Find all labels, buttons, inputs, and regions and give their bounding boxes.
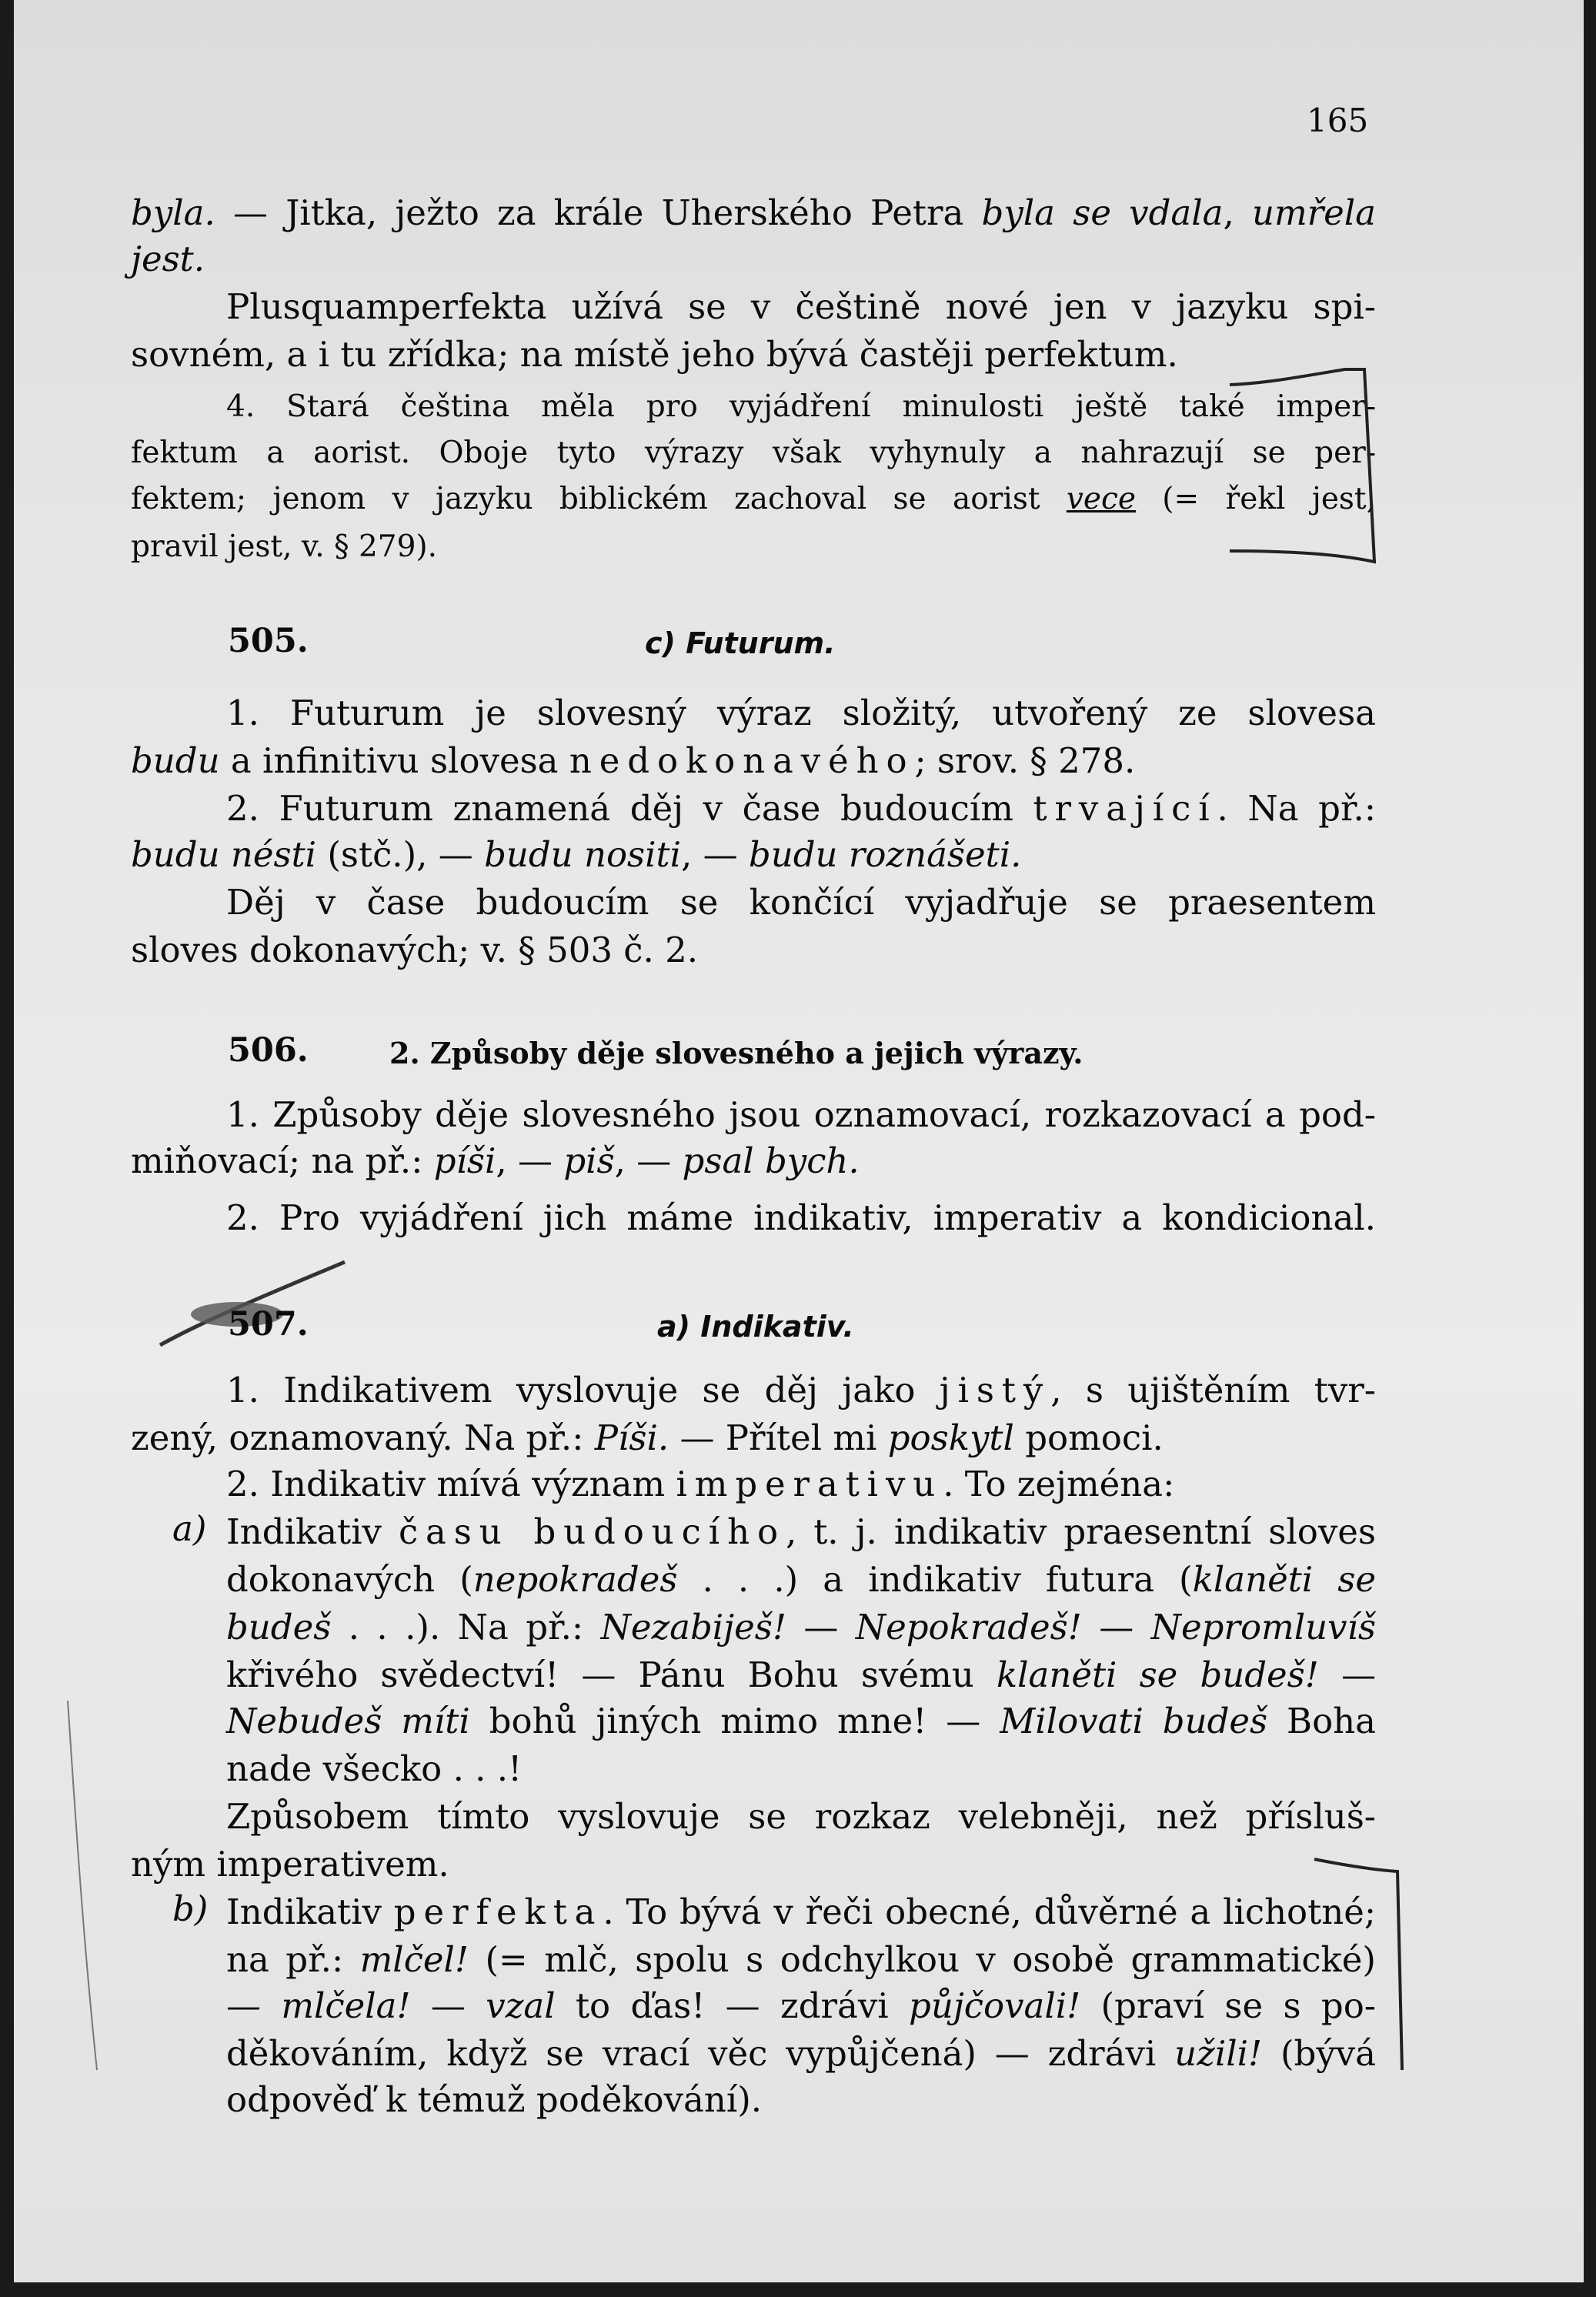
item-a-line-6: nade všecko . . .! [226, 1748, 523, 1789]
p2-line-1: 4. Stará čeština měla pro vyjádření minulosti ještě také imper- [226, 389, 1376, 424]
s505-line-5: Děj v čase budoucím se končící vyjadřuje se praesentem [226, 882, 1376, 923]
s505-line-6: sloves dokonavých; v. § 503 č. 2. [131, 930, 699, 970]
p1-line-4: sovném, a i tu zřídka; na místě jeho bývá častěji perfektum. [131, 334, 1178, 375]
s507-line-1: 1. Indikativem vyslovuje se děj jako jistý, s ujištěním tvr- [226, 1370, 1376, 1411]
s506-line-1: 1. Způsoby děje slovesného jsou oznamovací, rozkazovací a pod- [226, 1094, 1376, 1135]
item-a-line-2: dokonavých (nepokradeš . . .) a indikativ futura (klaněti se [226, 1559, 1376, 1600]
section-507-heading: a) Indikativ. [657, 1310, 854, 1344]
s505-line-4: budu nésti (stč.), — budu nositi, — budu roznášeti. [131, 834, 1022, 875]
p2-line-2: fektum a aorist. Oboje tyto výrazy však vyhynuly a nahrazují se per- [131, 436, 1376, 470]
s505-line-1: 1. Futurum je slovesný výraz složitý, utvořený ze slovesa [226, 693, 1376, 733]
item-a-label: a) [172, 1508, 207, 1549]
item-a-line-5: Nebudeš míti bohů jiných mimo mne! — Milovati budeš Boha [226, 1701, 1376, 1741]
item-a-line-3: budeš . . .). Na př.: Nezabiješ! — Nepokradeš! — Nepromluvíš [226, 1607, 1376, 1648]
item-a-line-1: Indikativ času budoucího, t. j. indikativ praesentní sloves [226, 1511, 1376, 1552]
item-b-line-1: Indikativ perfekta. To bývá v řeči obecné, důvěrné a lichotné; [226, 1891, 1376, 1932]
section-505-heading: c) Futurum. [645, 626, 836, 660]
book-page [14, 0, 1584, 2282]
page-number: 165 [1307, 102, 1369, 139]
s505-line-2: budu a infinitivu slovesa nedokonavého; srov. § 278. [131, 740, 1136, 781]
s505-line-3: 2. Futurum znamená děj v čase budoucím trvající. Na př.: [226, 788, 1376, 829]
item-b-label: b) [172, 1888, 209, 1929]
item-a-line-4: křivého svědectví! — Pánu Bohu svému klaněti se budeš! — [226, 1654, 1376, 1695]
item-b-line-5: odpověď k témuž poděkování). [226, 2079, 763, 2120]
p2-line-3: fektem; jenom v jazyku biblickém zachoval se aorist vece (= řekl jest, [131, 482, 1376, 516]
s507-line-2: zený, oznamovaný. Na př.: Píši. — Přítel mi poskytl pomoci. [131, 1417, 1164, 1458]
item-b-line-2: na př.: mlčel! (= mlč, spolu s odchylkou v osobě grammatické) [226, 1939, 1376, 1980]
item-b-line-3: — mlčela! — vzal to ďas! — zdrávi půjčovali! (praví se s po- [226, 1985, 1377, 2026]
margin-bracket-mark [1199, 339, 1399, 569]
p2-line-4: pravil jest, v. § 279). [131, 529, 438, 564]
margin-scratch-mark [60, 1693, 106, 2078]
p1-line-2: jest. [131, 239, 205, 279]
section-506-number: 506. [228, 1031, 309, 1070]
section-505-number: 505. [228, 622, 309, 660]
s506-line-3: 2. Pro vyjádření jich máme indikativ, imperativ a kondicional. [226, 1197, 1376, 1238]
section-507-number: 507. [228, 1305, 309, 1344]
s506-line-2: miňovací; na př.: píši, — piš, — psal bych. [131, 1140, 860, 1181]
p1-line-3: Plusquamperfekta užívá se v češtině nové jen v jazyku spi- [226, 286, 1376, 327]
item-a-line-7: Způsobem tímto vyslovuje se rozkaz velebněji, než přísluš- [226, 1796, 1376, 1837]
item-a-line-8: ným imperativem. [131, 1844, 449, 1885]
section-506-heading: 2. Způsoby děje slovesného a jejich výrazy. [389, 1036, 1083, 1070]
margin-bracket-b-mark [1307, 1839, 1422, 2085]
s507-line-3: 2. Indikativ mívá význam imperativu. To zejména: [226, 1464, 1175, 1504]
p1-line-1: byla. — Jitka, ježto za krále Uherského Petra byla se vdala, umřela [131, 192, 1376, 233]
item-b-line-4: děkováním, když se vrací věc vypůjčená) — zdrávi užili! (bývá [226, 2033, 1377, 2074]
